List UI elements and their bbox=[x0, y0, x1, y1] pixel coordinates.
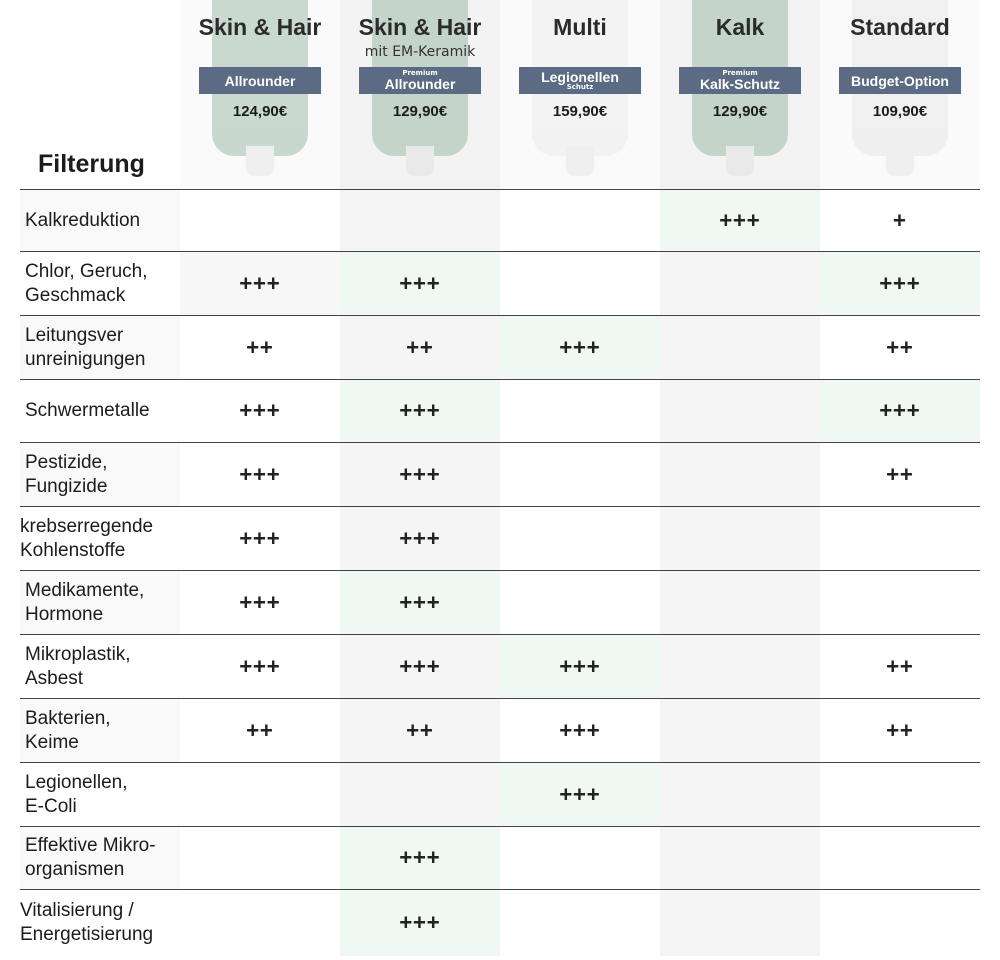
product-badge bbox=[679, 67, 801, 94]
cell-bg bbox=[660, 443, 820, 506]
rating-cell: ++ bbox=[886, 653, 914, 678]
badge-caption: Schutz bbox=[566, 83, 594, 91]
rating-cell: +++ bbox=[399, 910, 441, 934]
product-name: Skin & Hair bbox=[358, 14, 482, 40]
rating-cell: +++ bbox=[559, 653, 601, 678]
table-row bbox=[20, 699, 980, 762]
rating-cell: +++ bbox=[879, 398, 921, 422]
table-row bbox=[20, 380, 980, 442]
cell-bg bbox=[660, 763, 820, 826]
product-column-3[interactable] bbox=[500, 0, 660, 188]
product-column-1[interactable] bbox=[180, 0, 340, 188]
cell-bg bbox=[660, 890, 820, 956]
bottle-cap bbox=[726, 146, 754, 176]
bottle-cap bbox=[886, 146, 914, 176]
cell-bg bbox=[500, 507, 660, 570]
cell-bg bbox=[660, 699, 820, 762]
cell-bg bbox=[500, 443, 660, 506]
row-label: Medikamente, Hormone bbox=[25, 579, 145, 625]
row-label: Bakterien, Keime bbox=[25, 707, 111, 753]
badge-label: Legionellen bbox=[541, 69, 619, 85]
rating-cell: +++ bbox=[399, 270, 441, 295]
rating-cell: +++ bbox=[559, 717, 601, 742]
product-name: Multi bbox=[553, 14, 607, 40]
rating-cell: ++ bbox=[246, 717, 274, 742]
rating-cell: +++ bbox=[559, 781, 601, 806]
product-price: 129,90€ bbox=[392, 103, 448, 120]
product-price: 159,90€ bbox=[552, 103, 608, 120]
cell-bg bbox=[660, 507, 820, 570]
table-row bbox=[20, 507, 980, 570]
cell-bg bbox=[660, 635, 820, 698]
row-label: Pestizide, Fungizide bbox=[25, 451, 108, 497]
rating-cell: +++ bbox=[239, 398, 281, 422]
rating-cell: ++ bbox=[406, 717, 434, 742]
filter-heading: Filterung bbox=[38, 150, 145, 178]
rating-cell: ++ bbox=[406, 334, 434, 359]
product-column-2[interactable] bbox=[340, 0, 500, 188]
cell-bg bbox=[340, 190, 500, 251]
product-subtitle: mit EM-Keramik bbox=[364, 44, 476, 60]
rating-cell: +++ bbox=[719, 207, 761, 232]
cell-bg bbox=[660, 380, 820, 442]
table-row bbox=[20, 190, 980, 251]
rating-cell: +++ bbox=[879, 270, 921, 295]
table-row bbox=[20, 890, 980, 956]
product-name: Kalk bbox=[715, 14, 765, 40]
cell-bg bbox=[660, 316, 820, 379]
row-label: Schwermetalle bbox=[25, 400, 150, 421]
badge-caption: Premium bbox=[722, 69, 758, 77]
table-row bbox=[20, 827, 980, 889]
cell-bg bbox=[340, 763, 500, 826]
cell-bg bbox=[500, 827, 660, 889]
cell-bg bbox=[820, 763, 980, 826]
rating-cell: ++ bbox=[246, 334, 274, 359]
badge-label: Allrounder bbox=[224, 72, 296, 89]
row-label: Kalkreduktion bbox=[25, 209, 141, 231]
rating-cell: +++ bbox=[239, 589, 281, 614]
product-column-5[interactable] bbox=[820, 0, 980, 188]
table-row bbox=[20, 443, 980, 506]
product-badge bbox=[519, 67, 641, 94]
table-row bbox=[20, 635, 980, 698]
cell-bg bbox=[660, 571, 820, 634]
rating-cell: +++ bbox=[239, 525, 281, 550]
cell-bg bbox=[500, 190, 660, 251]
bottle-cap bbox=[246, 146, 274, 176]
table-row bbox=[20, 252, 980, 315]
row-label: krebserregende Kohlenstoffe bbox=[20, 515, 154, 561]
rating-cell: +++ bbox=[399, 398, 441, 422]
rating-cell: +++ bbox=[559, 334, 601, 359]
rating-cell: ++ bbox=[886, 334, 914, 359]
cell-bg bbox=[180, 190, 340, 251]
cell-bg bbox=[180, 763, 340, 826]
product-price: 109,90€ bbox=[872, 103, 928, 120]
cell-bg bbox=[180, 890, 340, 956]
rating-cell: +++ bbox=[239, 461, 281, 486]
cell-bg bbox=[500, 252, 660, 315]
cell-bg bbox=[820, 507, 980, 570]
product-name: Standard bbox=[850, 14, 950, 40]
product-badge bbox=[839, 67, 961, 94]
rating-cell: +++ bbox=[399, 525, 441, 550]
cell-bg bbox=[820, 890, 980, 956]
row-label: Mikroplastik, Asbest bbox=[25, 643, 131, 689]
badge-label: Kalk-Schutz bbox=[699, 76, 781, 92]
product-badge bbox=[359, 67, 481, 94]
cell-bg bbox=[660, 252, 820, 315]
cell-bg bbox=[500, 571, 660, 634]
row-label: Leitungsver unreinigungen bbox=[25, 324, 146, 370]
table-row bbox=[20, 571, 980, 634]
cell-bg bbox=[820, 827, 980, 889]
cell-bg bbox=[820, 571, 980, 634]
badge-label: Allrounder bbox=[384, 76, 456, 92]
rating-cell: +++ bbox=[399, 589, 441, 614]
row-label: Chlor, Geruch, Geschmack bbox=[25, 260, 148, 306]
badge-caption: Premium bbox=[402, 69, 438, 77]
badge-label: Budget-Option bbox=[851, 72, 949, 89]
cell-bg bbox=[660, 827, 820, 889]
product-column-4[interactable] bbox=[660, 0, 820, 188]
product-price: 129,90€ bbox=[712, 103, 768, 120]
product-name: Skin & Hair bbox=[198, 14, 322, 40]
rating-cell: ++ bbox=[886, 461, 914, 486]
row-label: Effektive Mikro- organismen bbox=[25, 835, 156, 880]
product-price: 124,90€ bbox=[232, 103, 288, 120]
product-badge bbox=[199, 67, 321, 94]
rating-cell: ++ bbox=[886, 717, 914, 742]
bottle-cap bbox=[406, 146, 434, 176]
rating-cell: +++ bbox=[399, 845, 441, 869]
rating-cell: +++ bbox=[399, 653, 441, 678]
table-row bbox=[20, 316, 980, 379]
table-row bbox=[20, 763, 980, 826]
cell-bg bbox=[500, 890, 660, 956]
row-label: Vitalisierung / Energetisierung bbox=[20, 900, 154, 945]
rating-cell: +++ bbox=[239, 653, 281, 678]
bottle-cap bbox=[566, 146, 594, 176]
rating-cell: +++ bbox=[399, 461, 441, 486]
rating-cell: +++ bbox=[239, 270, 281, 295]
cell-bg bbox=[500, 380, 660, 442]
row-label: Legionellen, E-Coli bbox=[25, 771, 128, 817]
rating-cell: + bbox=[893, 207, 907, 232]
cell-bg bbox=[180, 827, 340, 889]
